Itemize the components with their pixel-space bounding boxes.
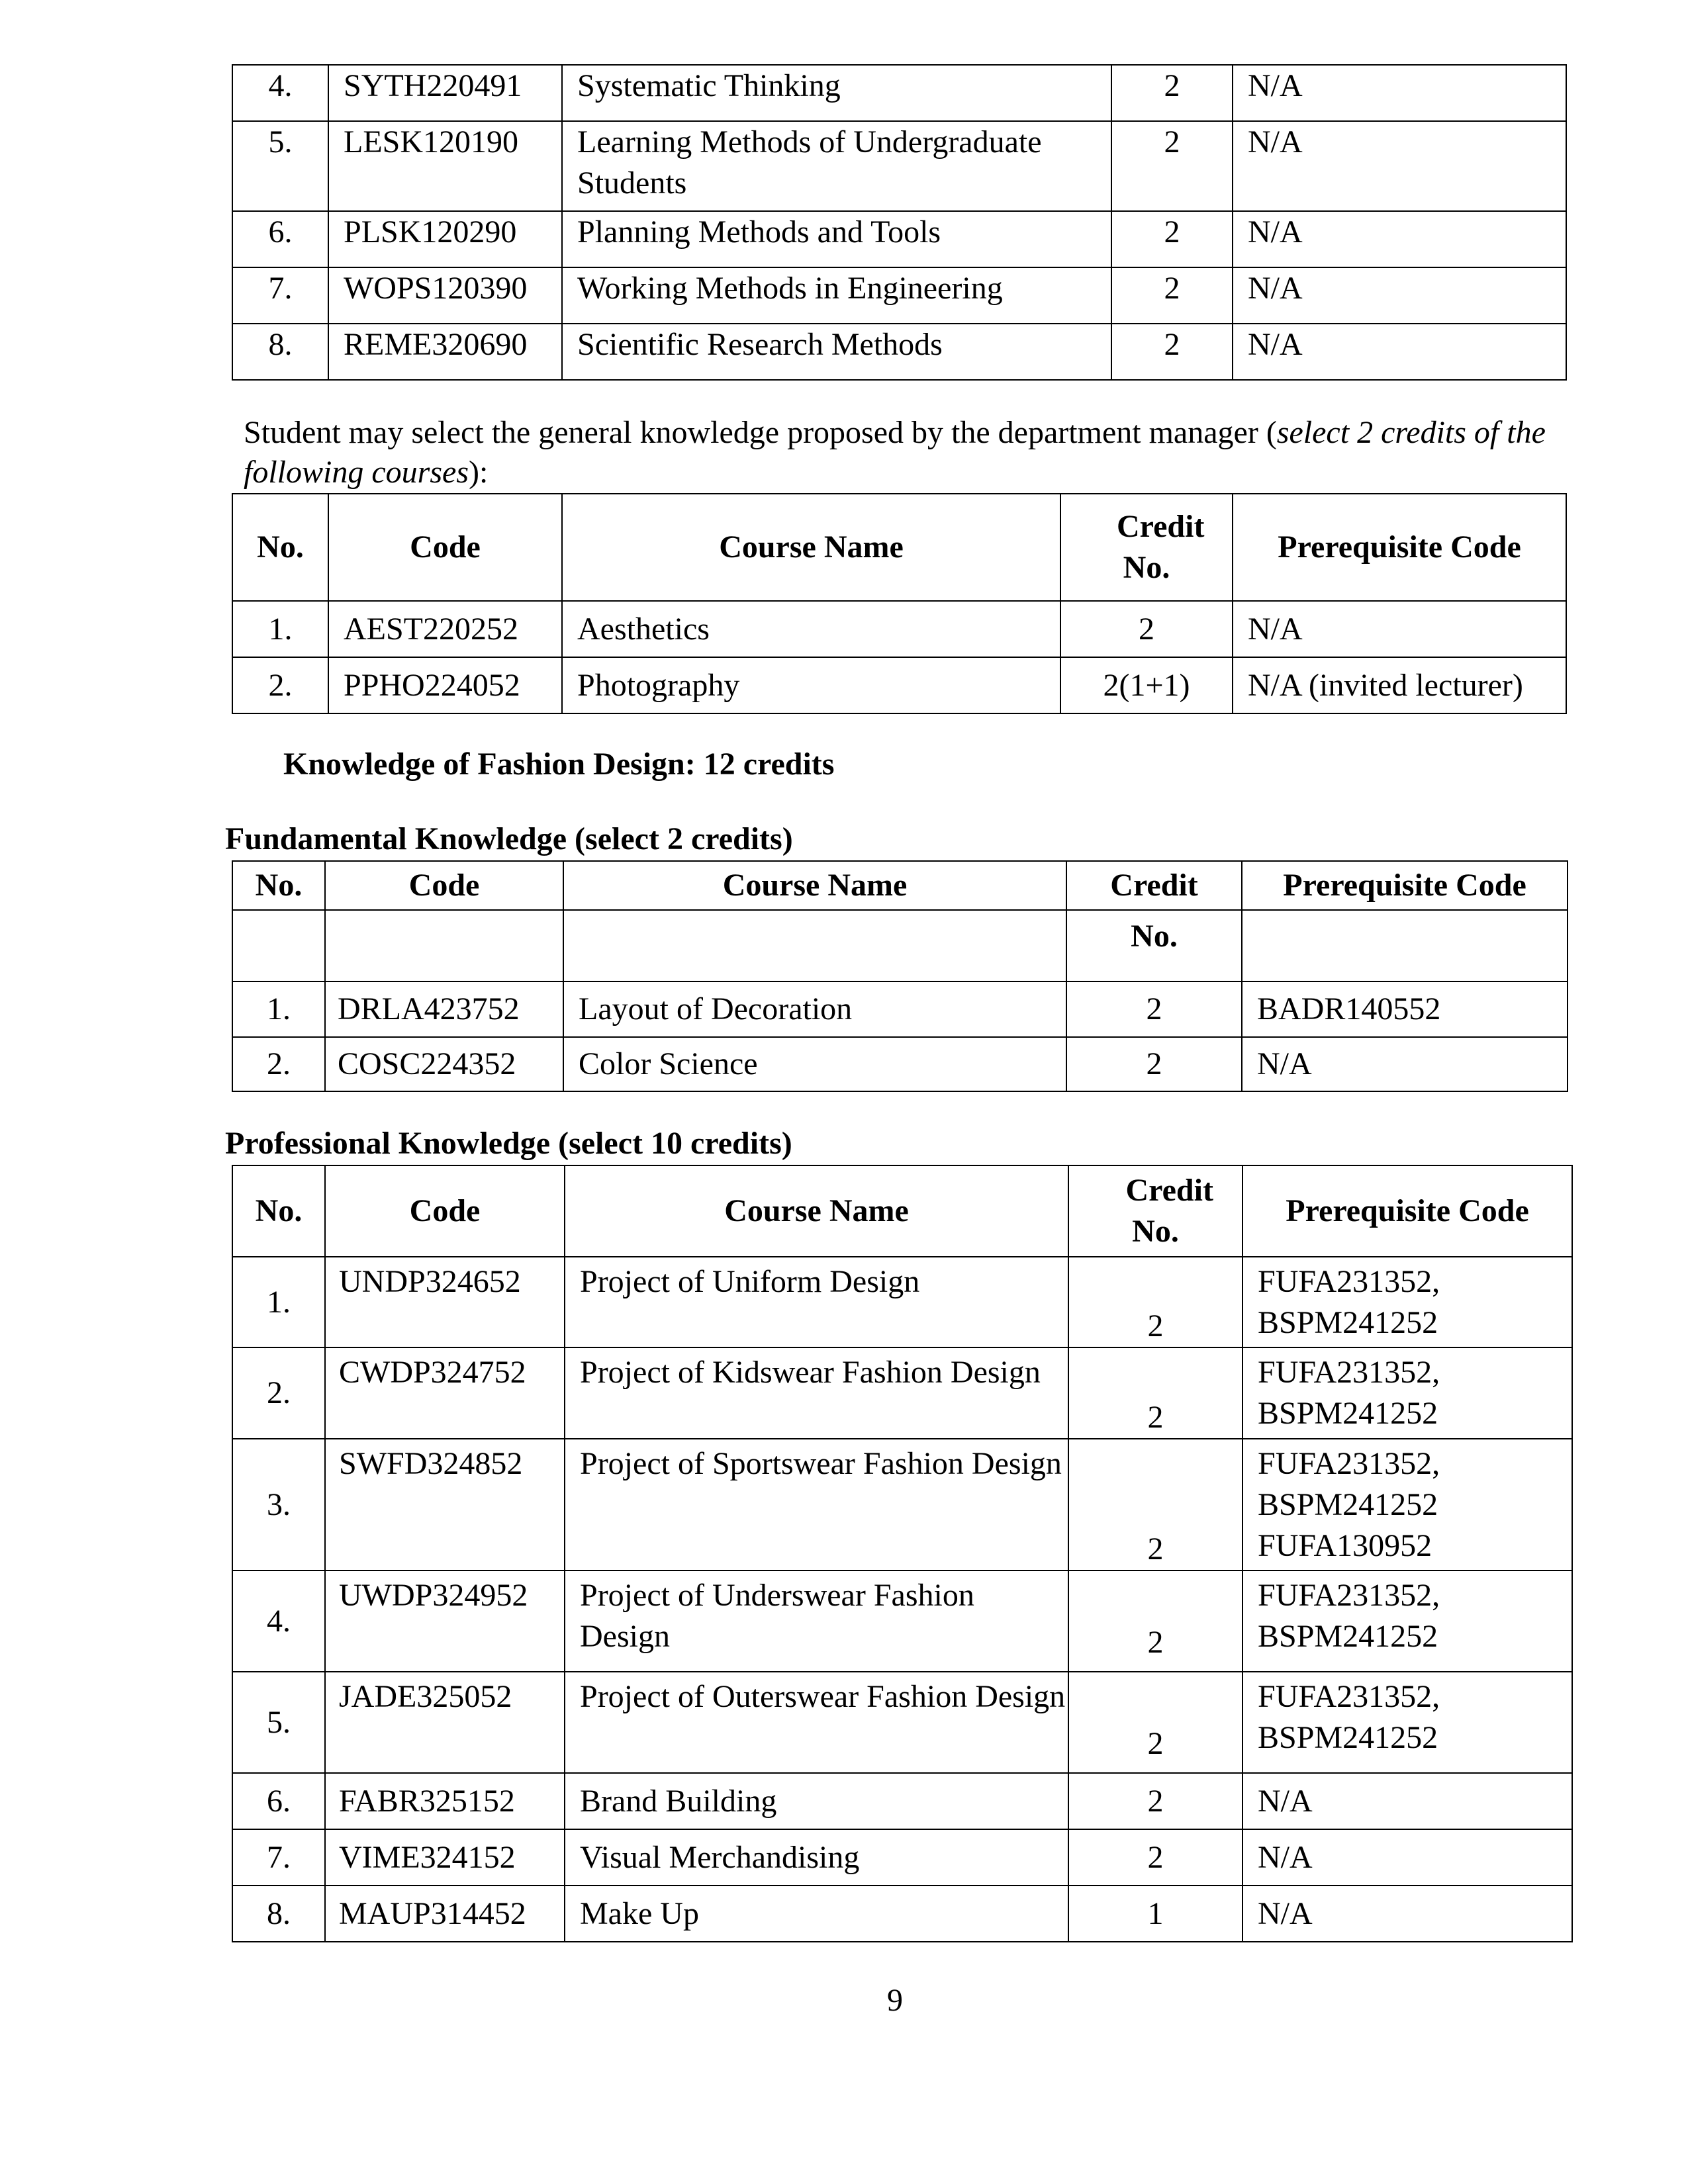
course-name: Project of Uniform Design [565,1257,1068,1347]
table-row [232,1829,1572,1886]
course-name: Project of Underswear Fashion Design [565,1570,1068,1672]
header-prerequisite: Prerequisite Code [1233,494,1566,601]
header-prerequisite: Prerequisite Code [1243,1165,1572,1257]
instruction-text: Student may select the general knowledge proposed by the department manager ( [244,415,1277,450]
table-row [232,324,1566,380]
credit-number: 2 [1068,1257,1243,1347]
credit-number: 2 [1068,1347,1243,1439]
credit-number: 2 [1066,1037,1242,1091]
header-no: No. [232,494,328,601]
table-row [232,65,1566,121]
course-code: WOPS120390 [328,267,562,324]
header-course-name: Course Name [563,861,1066,910]
credit-number: 2 [1068,1570,1243,1672]
row-number: 1. [232,1257,325,1347]
row-number: 6. [232,211,328,267]
course-code: MAUP314452 [325,1886,565,1942]
instruction-suffix: ): [469,455,489,490]
course-code: UNDP324652 [325,1257,565,1347]
course-code: REME320690 [328,324,562,380]
selection-instruction [244,413,1561,492]
course-name: Aesthetics [562,601,1060,657]
prerequisite-code: N/A [1243,1886,1572,1942]
general-courses-table-continued [232,64,1567,381]
prerequisite-code: FUFA231352, BSPM241252 [1243,1672,1572,1773]
credit-number: 2 [1111,324,1233,380]
professional-heading: Professional Knowledge (select 10 credits) [225,1126,792,1161]
course-name: Working Methods in Engineering [562,267,1111,324]
table-row [232,1886,1572,1942]
prerequisite-code: N/A [1242,1037,1568,1091]
credit-number: 2 [1111,267,1233,324]
table-row [232,601,1566,657]
table-header-row [232,861,1568,910]
prerequisite-code: N/A [1233,324,1566,380]
table-row [232,657,1566,713]
course-code: UWDP324952 [325,1570,565,1672]
fundamental-heading: Fundamental Knowledge (select 2 credits) [225,821,793,856]
header-code: Code [325,861,563,910]
course-code: COSC224352 [325,1037,563,1091]
row-number: 3. [232,1439,325,1570]
course-name: Make Up [565,1886,1068,1942]
prerequisite-code: BADR140552 [1242,981,1568,1037]
table-row [232,1773,1572,1829]
prerequisite-code: N/A [1243,1773,1572,1829]
course-code: AEST220252 [328,601,562,657]
table-row [232,1439,1572,1570]
prerequisite-code: N/A [1233,601,1566,657]
course-name: Project of Outerswear Fashion Design [565,1672,1068,1773]
course-code: FABR325152 [325,1773,565,1829]
header-credit [1068,1165,1243,1257]
prerequisite-code: FUFA231352, BSPM241252 [1243,1570,1572,1672]
table-row [232,267,1566,324]
row-number: 4. [232,1570,325,1672]
row-number: 2. [232,1037,325,1091]
course-name: Planning Methods and Tools [562,211,1111,267]
table-row [232,1672,1572,1773]
table-header-row [232,1165,1572,1257]
course-name: Visual Merchandising [565,1829,1068,1886]
row-number: 8. [232,324,328,380]
header-course-name: Course Name [562,494,1060,601]
table-row [232,1037,1568,1091]
header-credit-continued: No. [1066,910,1242,981]
credit-number: 2 [1111,65,1233,121]
prerequisite-code: N/A [1233,211,1566,267]
credit-number: 2 [1068,1829,1243,1886]
credit-number: 1 [1068,1886,1243,1942]
credit-number: 2 [1068,1773,1243,1829]
table-row [232,211,1566,267]
header-course-name: Course Name [565,1165,1068,1257]
course-name: Project of Kidswear Fashion Design [565,1347,1068,1439]
prerequisite-code: FUFA231352, BSPM241252 [1243,1347,1572,1439]
credit-number: 2 [1066,981,1242,1037]
prerequisite-code: N/A (invited lecturer) [1233,657,1566,713]
course-code: LESK120190 [328,121,562,211]
prerequisite-code: FUFA231352, BSPM241252 [1243,1257,1572,1347]
course-code: SWFD324852 [325,1439,565,1570]
header-prerequisite: Prerequisite Code [1242,861,1568,910]
table-header-row-continued [232,910,1568,981]
header-name-empty [563,910,1066,981]
course-name: Brand Building [565,1773,1068,1829]
course-name: Project of Sportswear Fashion Design [565,1439,1068,1570]
prerequisite-code: N/A [1233,121,1566,211]
course-code: PPHO224052 [328,657,562,713]
header-credit-text: Credit No. [1125,1173,1213,1249]
row-number: 2. [232,657,328,713]
prerequisite-code: N/A [1233,65,1566,121]
header-code: Code [325,1165,565,1257]
header-no-empty [232,910,325,981]
row-number: 4. [232,65,328,121]
course-name: Photography [562,657,1060,713]
course-code: SYTH220491 [328,65,562,121]
course-code: DRLA423752 [325,981,563,1037]
header-credit-text: Credit No. [1117,509,1205,585]
row-number: 5. [232,1672,325,1773]
header-no: No. [232,861,325,910]
general-knowledge-table [232,493,1567,714]
prerequisite-code: N/A [1243,1829,1572,1886]
course-name: Learning Methods of Undergraduate Students [562,121,1111,211]
header-no: No. [232,1165,325,1257]
prerequisite-code: N/A [1233,267,1566,324]
table-row [232,981,1568,1037]
header-code: Code [328,494,562,601]
table-row [232,1570,1572,1672]
page-number: 9 [887,1983,903,2018]
table-row [232,1257,1572,1347]
professional-knowledge-table [232,1165,1573,1942]
row-number: 7. [232,1829,325,1886]
row-number: 6. [232,1773,325,1829]
course-code: JADE325052 [325,1672,565,1773]
table-row [232,121,1566,211]
course-name: Scientific Research Methods [562,324,1111,380]
course-code: VIME324152 [325,1829,565,1886]
row-number: 1. [232,981,325,1037]
row-number: 7. [232,267,328,324]
row-number: 8. [232,1886,325,1942]
course-code: PLSK120290 [328,211,562,267]
credit-number: 2 [1111,121,1233,211]
row-number: 5. [232,121,328,211]
credit-number: 2 [1068,1672,1243,1773]
row-number: 1. [232,601,328,657]
credit-number: 2 [1111,211,1233,267]
header-code-empty [325,910,563,981]
header-credit: Credit [1066,861,1242,910]
table-row [232,1347,1572,1439]
course-name: Layout of Decoration [563,981,1066,1037]
fundamental-knowledge-table [232,860,1568,1092]
instruction-italic: select 2 credits of the following courses [244,415,1546,490]
table-header-row [232,494,1566,601]
prerequisite-code: FUFA231352, BSPM241252 FUFA130952 [1243,1439,1572,1570]
course-name: Systematic Thinking [562,65,1111,121]
credit-number: 2 [1060,601,1233,657]
credit-number: 2 [1068,1439,1243,1570]
row-number: 2. [232,1347,325,1439]
course-code: CWDP324752 [325,1347,565,1439]
header-credit [1060,494,1233,601]
course-name: Color Science [563,1037,1066,1091]
section-heading: Knowledge of Fashion Design: 12 credits [283,747,835,782]
credit-number: 2(1+1) [1060,657,1233,713]
header-prereq-empty [1242,910,1568,981]
